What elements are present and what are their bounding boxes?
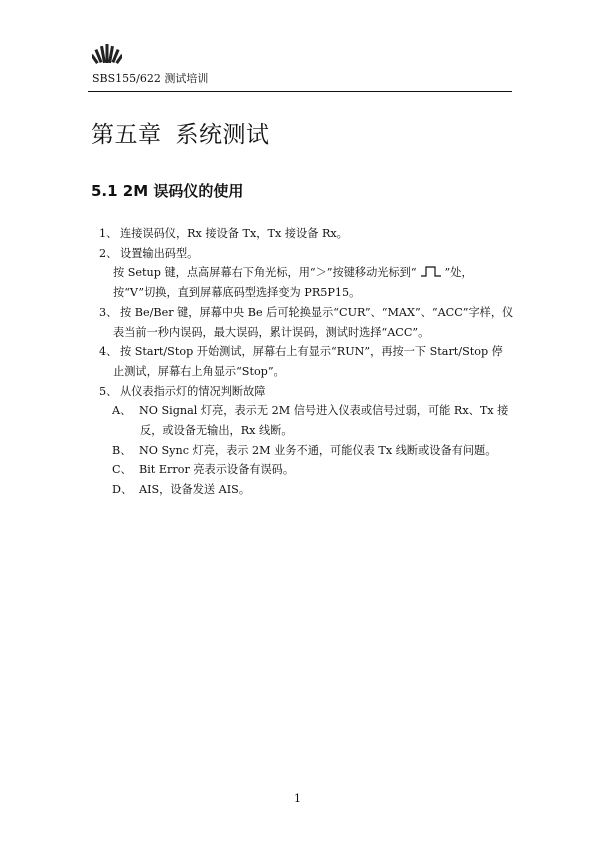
- fault-text: Bit Error 亮表示设备有误码。: [139, 463, 295, 477]
- step-2-detail: [91, 263, 515, 283]
- step-text: 按 Be/Ber 键，屏幕中央 Be 后可轮换显示“CUR”、“MAX”、“ACC”字样，仪: [120, 305, 514, 319]
- company-logo-icon: [92, 40, 122, 66]
- section-title: 5.1 2M 误码仪的使用: [91, 182, 244, 200]
- step-text: 按 Start/Stop 开始测试，屏幕右上有显示“RUN”，再按一下 Start/Stop 停: [120, 345, 503, 359]
- fault-item-a-continued: [91, 421, 515, 441]
- fault-item-b: [91, 441, 515, 461]
- step-5: [91, 382, 515, 402]
- step-4-continued: [91, 362, 515, 382]
- chapter-title: [91, 116, 270, 149]
- fault-text: NO Sync 灯亮，表示 2M 业务不通，可能仪表 Tx 线断或设备有问题。: [139, 443, 497, 457]
- step-detail-text: ”处，: [444, 266, 473, 280]
- step-1: [91, 224, 515, 244]
- step-text: 连接误码仪，Rx 接设备 Tx，Tx 接设备 Rx。: [120, 227, 348, 240]
- header-divider: [88, 91, 512, 92]
- step-number: 2、: [99, 246, 118, 260]
- chapter-number: 第五章: [91, 122, 162, 147]
- pulse-waveform-icon: [420, 266, 442, 277]
- step-4: [91, 342, 515, 362]
- step-text: 从仪表指示灯的情况判断故障: [120, 384, 266, 398]
- fault-item-a: [91, 401, 515, 421]
- step-number: 4、: [99, 345, 118, 359]
- step-detail-text: 按 Setup 键，点高屏幕右下角光标，用“＞”按键移动光标到“: [113, 266, 417, 280]
- step-detail-text: 按“V”切换，直到屏幕底码型选择变为 PR5P15。: [113, 286, 361, 300]
- step-3: [91, 303, 515, 323]
- header-course-title: SBS155/622 测试培训: [92, 72, 209, 85]
- step-3-continued: [91, 323, 515, 343]
- step-text: 设置输出码型。: [120, 246, 199, 260]
- step-2-detail-2: [91, 283, 515, 303]
- step-number: 5、: [99, 384, 118, 398]
- fault-text: 反，或设备无输出，Rx 线断。: [140, 424, 293, 438]
- fault-text: NO Signal 灯亮，表示无 2M 信号进入仪表或信号过弱，可能 Rx、Tx 接: [139, 404, 509, 418]
- fault-item-d: [91, 480, 515, 500]
- fault-letter: D、: [112, 483, 133, 497]
- step-text: 表当前一秒内误码，最大误码，累计误码，测试时选择“ACC”。: [113, 325, 430, 339]
- step-2: [91, 244, 515, 264]
- instruction-list: [91, 224, 515, 500]
- fault-letter: C、: [112, 463, 132, 477]
- fault-letter: A、: [112, 404, 132, 418]
- chapter-name: 系统测试: [175, 122, 270, 147]
- step-number: 3、: [99, 305, 118, 319]
- fault-letter: B、: [112, 443, 132, 457]
- step-text: 止测试，屏幕右上角显示“Stop”。: [113, 364, 285, 378]
- fault-item-c: [91, 460, 515, 480]
- step-number: 1、: [99, 227, 118, 240]
- page-number: 1: [294, 792, 301, 805]
- fault-text: AIS，设备发送 AIS。: [139, 483, 251, 497]
